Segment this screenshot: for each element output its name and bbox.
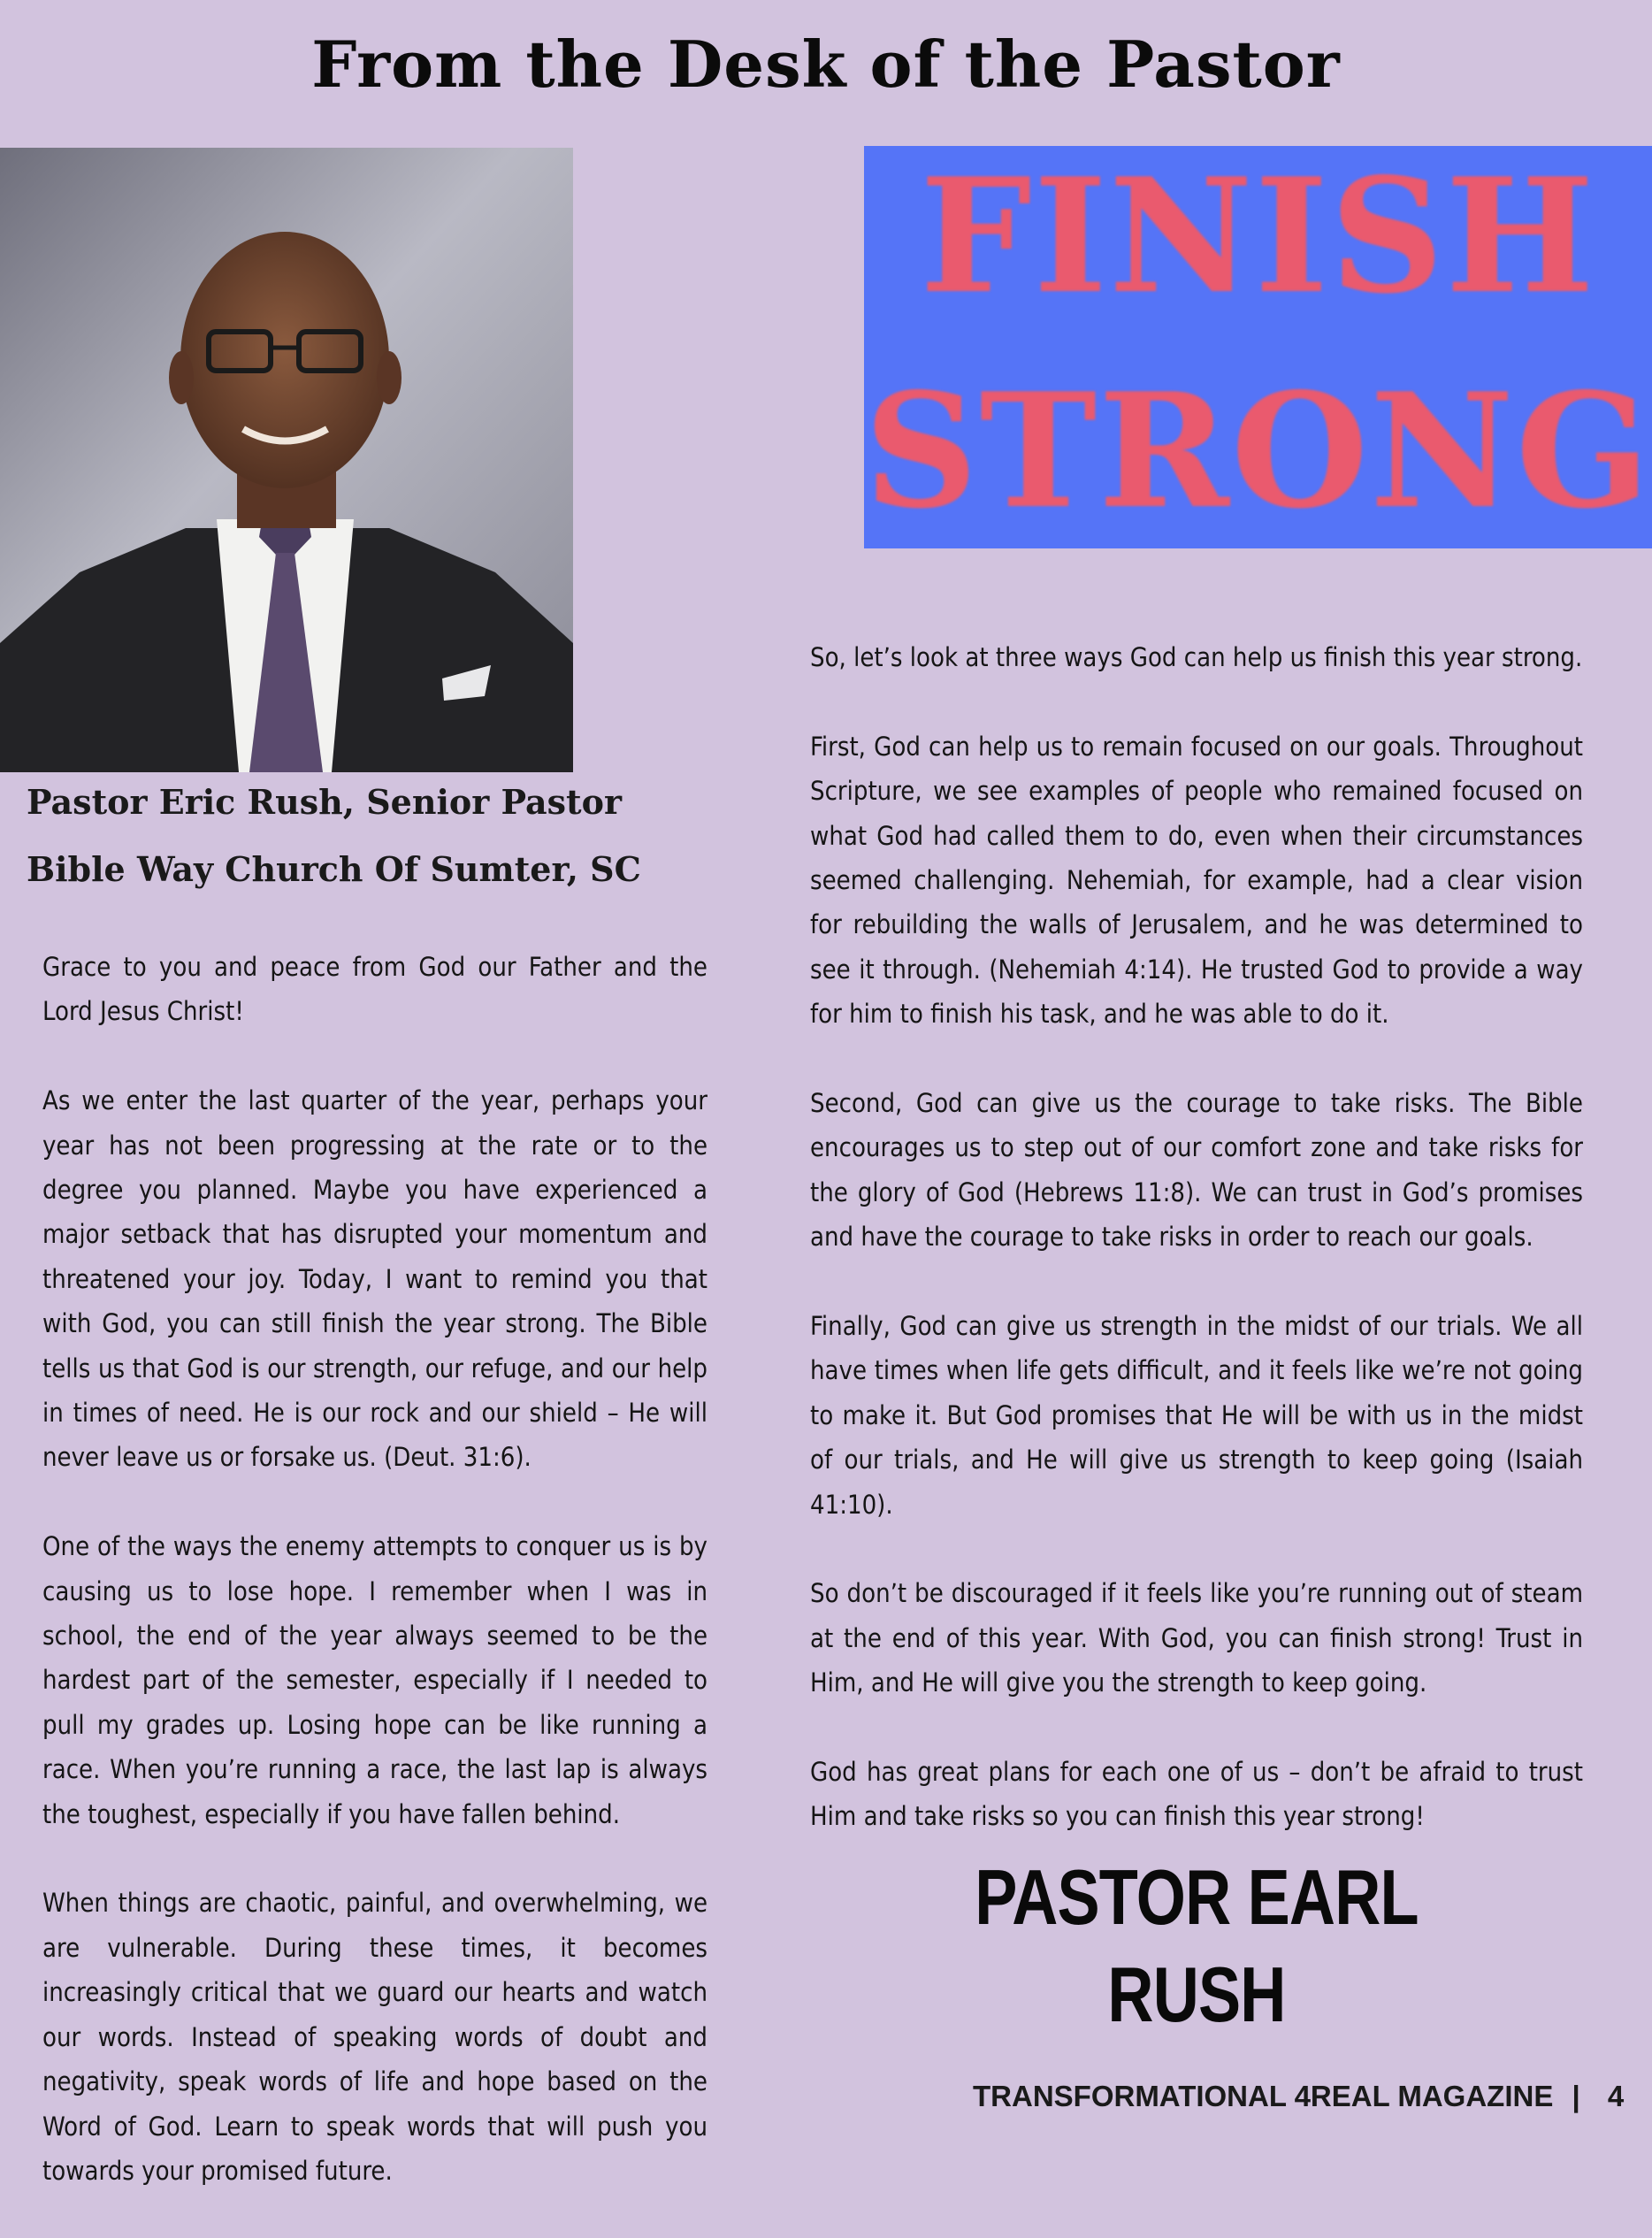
paragraph: God has great plans for each one of us – don’t be afraid to trust Him and take risks so you can finish this year strong!	[810, 1757, 1583, 1832]
paragraph: As we enter the last quarter of the year, perhaps your year has not been progressing at the rate or to the degree you planned. Maybe you have experienced a major setback that has disrupted your momentum and threatened your joy. Today, I want to remind you that with God, you can still finish the year strong. The Bible tells us that God is our strength, our refuge, and our help in times of need. He is our rock and our shield – He will never leave us or forsake us. (Deut. 31:6).	[42, 1085, 707, 1473]
page-footer	[973, 2075, 1625, 2118]
article-right-column	[810, 635, 1583, 1883]
paragraph: So, let’s look at three ways God can help us finish this year strong.	[810, 642, 1583, 672]
page-title: From the Desk of the Pastor	[311, 27, 1341, 102]
magazine-name: TRANSFORMATIONAL 4REAL MAGAZINE	[973, 2080, 1554, 2112]
page-number: 4	[1607, 2080, 1625, 2112]
paragraph: Second, God can give us the courage to take risks. The Bible encourages us to step out of our comfort zone and take risks for the glory of God (Hebrews 11:8). We can trust in God’s promises and have the courage to take risks in order to reach our goals.	[810, 1088, 1583, 1253]
banner-line-1: FINISH	[920, 146, 1596, 328]
paragraph: When things are chaotic, painful, and overwhelming, we are vulnerable. During these times, it becomes increasingly critical that we guard our hearts and watch our words. Instead of speaking words of doubt and negativity, speak words of life and hope based on the Word of God. Learn to speak words that will push you towards your promised future.	[42, 1888, 707, 2186]
caption-name: Pastor Eric Rush, Senior Pastor	[27, 782, 622, 822]
pastor-portrait-photo	[0, 148, 573, 772]
paragraph: One of the ways the enemy attempts to conquer us is by causing us to lose hope. I remember when I was in school, the end of the year always seemed to be the hardest part of the semester, especially if I needed to pull my grades up. Losing hope can be like running a race. When you’re running a race, the last lap is always the toughest, especially if you have fallen behind.	[42, 1531, 707, 1829]
paragraph: Grace to you and peace from God our Father and the Lord Jesus Christ!	[42, 952, 707, 1027]
article-left-column	[42, 945, 707, 2238]
footer-separator: |	[1572, 2080, 1580, 2112]
caption-church: Bible Way Church Of Sumter, SC	[27, 849, 641, 889]
paragraph: So don’t be discouraged if it feels like you’re running out of steam at the end of this year. With God, you can finish strong! Trust in Him, and He will give you the strength to keep going.	[810, 1578, 1583, 1698]
paragraph: Finally, God can give us strength in the midst of our trials. We all have times when life gets difficult, and it feels like we’re not going to make it. But God promises that He will be with us in the midst of our trials, and He will give us strength to keep going (Isaiah 41:10).	[810, 1311, 1583, 1520]
finish-strong-banner	[864, 146, 1652, 548]
banner-line-2: STRONG	[864, 358, 1652, 543]
signature: PASTOR EARL RUSH	[975, 1853, 1419, 2038]
paragraph: First, God can help us to remain focused on our goals. Throughout Scripture, we see examples of people who remained focused on what God had called them to do, even when their circumstances seemed challenging. Nehemiah, for example, had a clear vision for rebuilding the walls of Jerusalem, and he was determined to see it through. (Nehemiah 4:14). He trusted God to provide a way for him to finish his task, and he was able to do it.	[810, 731, 1583, 1030]
